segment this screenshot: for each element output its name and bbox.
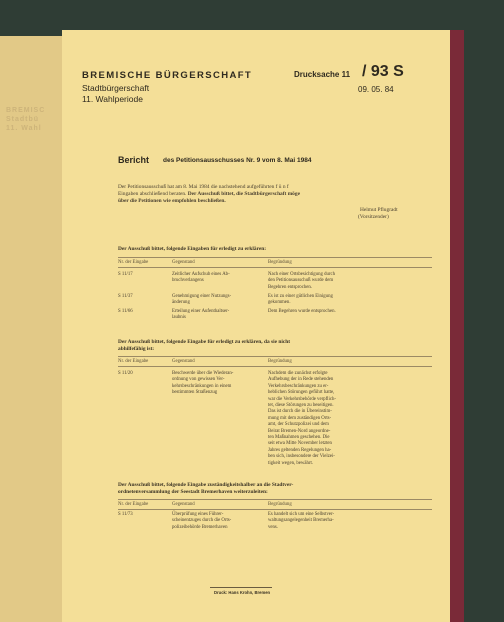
printer-credit: Druck: Hans Krohn, Bremen xyxy=(214,590,271,595)
section3-rule-top xyxy=(118,499,432,500)
row-reason: Dem Begehren wurde entsprochen. xyxy=(268,309,336,314)
section3-rule-header xyxy=(118,509,432,510)
row-reason: Nach einer Ortsbesichtigung durch den Petitionsausschuß wurde dem Begehren entsprochen. xyxy=(268,272,336,290)
section1-col-nr: Nr. der Eingabe xyxy=(118,260,149,265)
section2-heading-line-2: abhilfefähig ist: xyxy=(118,346,155,352)
row-reason: Es handelt sich um eine Selbstver- waltungsangelegenheit Bremerha- vens. xyxy=(268,512,335,530)
row-reason: Es ist zu einer gütlichen Einigung gekommen. xyxy=(268,294,333,306)
row-subject: Beschwerde über die Wiederan- ordnung von gewissen Ver- kehrsbeschränkungen in einem bestimmten Straßenzug xyxy=(172,371,234,396)
section1-col-subject: Gegenstand xyxy=(172,260,195,265)
intro-line-2-bold: Der Ausschuß bittet, die Stadtbürgerschaft möge xyxy=(187,191,300,197)
row-nr: S 11/37 xyxy=(118,294,133,299)
previous-page-edge xyxy=(0,36,62,622)
section1-rule-top xyxy=(118,257,432,258)
report-title: Bericht xyxy=(118,155,150,165)
document-date: 09. 05. 84 xyxy=(358,85,394,94)
row-subject: Zeitlicher Aufschub eines Ab- bruchverlangens xyxy=(172,272,230,284)
row-subject: Genehmigung einer Nutzungs- änderung xyxy=(172,294,232,306)
section3-heading-line-1: Der Ausschuß bittet, folgende Eingabe zuständigkeitshalber an die Stadtver- xyxy=(118,482,294,488)
section1-heading: Der Ausschuß bittet, folgende Eingaben für erledigt zu erklären: xyxy=(118,246,267,252)
section3-col-subject: Gegenstand xyxy=(172,502,195,507)
section1-col-reason: Begründung xyxy=(268,260,292,265)
row-nr: S 11/66 xyxy=(118,309,133,314)
org-subtitle: Stadtbürgerschaft xyxy=(82,83,150,93)
section2-col-nr: Nr. der Eingabe xyxy=(118,359,149,364)
intro-line-2-normal: Eingaben abschließend beraten. xyxy=(118,191,187,197)
legislative-period: 11. Wahlperiode xyxy=(82,94,143,104)
section2-col-reason: Begründung xyxy=(268,359,292,364)
document-page xyxy=(62,30,450,622)
signer-name: Helmut Pflugradt xyxy=(360,207,398,213)
previous-page-bleed-text: BREMISC Stadtbü 11. Wahl xyxy=(6,107,46,132)
row-subject: Überprüfung eines Führer- scheinentzuges durch die Orts- polizeibehörde Bremerhaven xyxy=(172,512,232,530)
section1-rule-header xyxy=(118,267,432,268)
section3-heading-line-2: ordnetenversammlung der Seestadt Bremerhaven weiterzuleiten: xyxy=(118,489,268,495)
drucksache-number: / 93 S xyxy=(362,63,404,80)
section2-rule-top xyxy=(118,356,432,357)
section3-col-nr: Nr. der Eingabe xyxy=(118,502,149,507)
section3-col-reason: Begründung xyxy=(268,502,292,507)
row-nr: S 11/20 xyxy=(118,371,133,376)
section2-rule-header xyxy=(118,366,432,367)
row-nr: S 11/17 xyxy=(118,272,133,277)
row-reason: Nachdem die zunächst erfolgte Aufhebung der in Rede stehenden Verkehrsbeschränkungen zu er- heblichen Störungen geführt hatte, war die Verkehrsbehörde verpflich- tet, diese Störungen zu beseitigen. Das ist durch die in Übereinstim- mung mit dem zuständigen Orts- amt, der Schutzpolizei und dem Beirat Bremen-Nord angeordne- ten Maßnahmen geschehen. Die seit etwa Mitte November letzten Jahres geltenden Regelungen ha- ben sich, insbesondere der Vielzei- tigkeit wegen, bewährt. xyxy=(268,371,336,466)
intro-line-2 xyxy=(118,191,300,198)
section2-col-subject: Gegenstand xyxy=(172,359,195,364)
intro-line-1: Der Petitionsausschuß hat am 8. Mai 1984 die nachstehend aufgeführten f ü n f xyxy=(118,184,289,190)
report-subtitle: des Petitionsausschusses Nr. 9 vom 8. Mai 1984 xyxy=(163,156,312,164)
drucksache-label: Drucksache 11 xyxy=(294,70,351,79)
intro-line-3: über die Petitionen wie empfohlen beschließen. xyxy=(118,198,226,204)
row-nr: S 11/73 xyxy=(118,512,133,517)
printer-rule xyxy=(210,587,272,588)
section2-heading-line-1: Der Ausschuß bittet, folgende Eingabe für erledigt zu erklären, da sie nicht xyxy=(118,339,291,345)
row-subject: Erteilung einer Aufenthaltser- laubnis xyxy=(172,309,230,321)
org-name: BREMISCHE BÜRGERSCHAFT xyxy=(82,70,253,81)
signer-role: (Vorsitzender) xyxy=(358,214,389,220)
